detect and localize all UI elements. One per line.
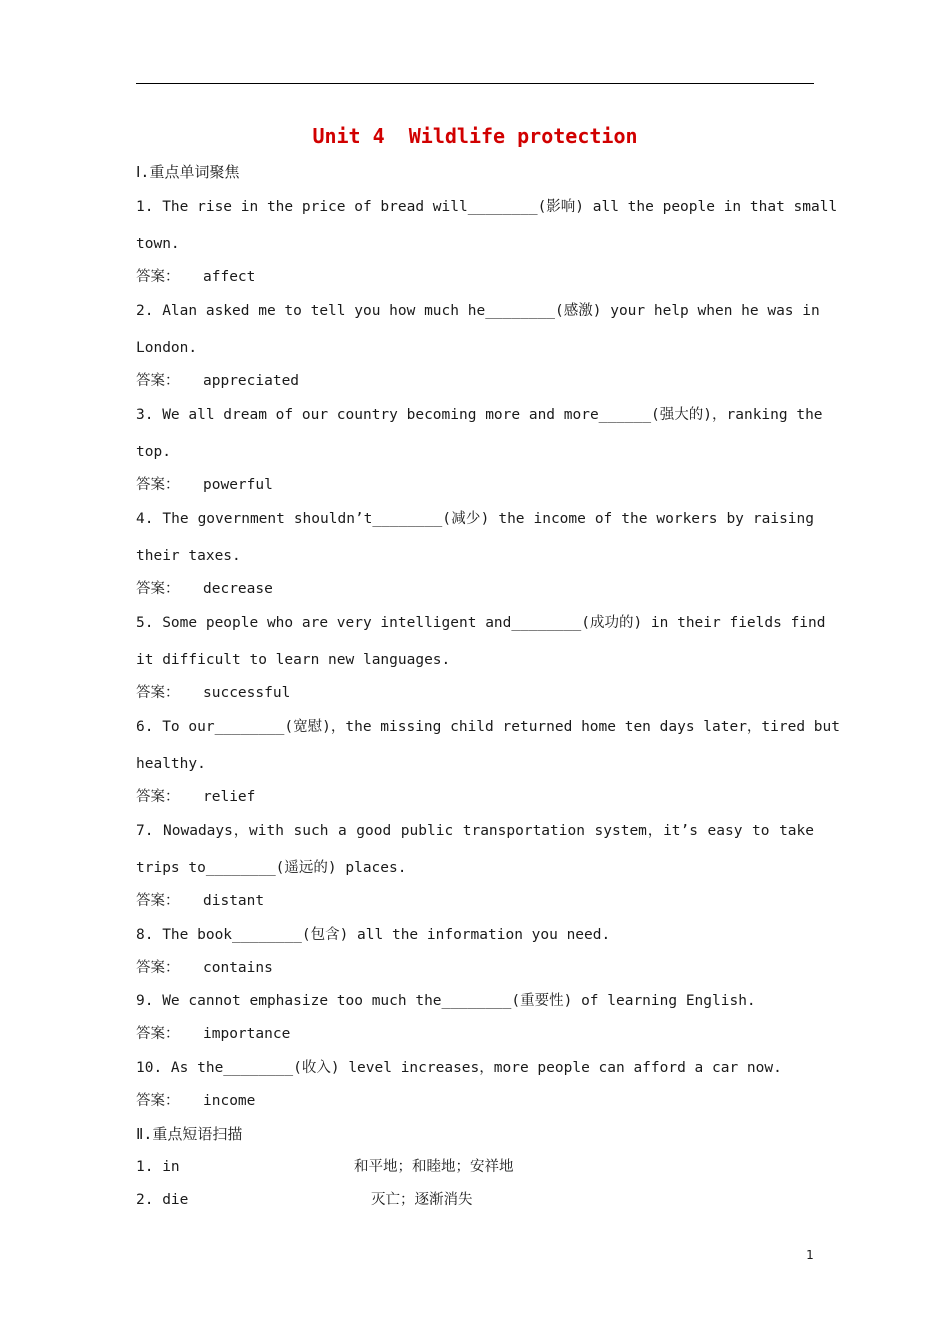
question-1-line-2: town. (136, 236, 180, 252)
question-5-line-1: 5. Some people who are very intelligent and________(成功的) in their fields find (136, 615, 826, 631)
answer-label: 答案： (136, 373, 180, 389)
answer-text: affect (203, 269, 256, 285)
page-number: 1 (806, 1248, 814, 1262)
answer-2 (136, 372, 814, 390)
answer-text: relief (203, 789, 256, 805)
question-7-line-1: 7. Nowadays，with such a good public transportation system，it’s easy to take (136, 823, 814, 839)
phrase-term: 2. die (136, 1192, 189, 1208)
answer-7 (136, 892, 814, 910)
answer-text: powerful (203, 477, 273, 493)
answer-1 (136, 268, 814, 286)
question-9-line-1: 9. We cannot emphasize too much the________(重要性) of learning English. (136, 993, 756, 1009)
answer-text: importance (203, 1026, 291, 1042)
question-8-line-1: 8. The book________(包含) all the information you need. (136, 927, 611, 943)
question-2-line-2: London. (136, 340, 198, 356)
answer-10 (136, 1092, 814, 1110)
question-6-line-2: healthy. (136, 756, 206, 772)
section-heading-phrases: Ⅱ.重点短语扫描 (136, 1125, 243, 1143)
section-heading-vocabulary: Ⅰ.重点单词聚焦 (136, 163, 240, 181)
answer-text: successful (203, 685, 291, 701)
answer-3 (136, 476, 814, 494)
answer-label: 答案： (136, 581, 180, 597)
question-1-line-1: 1. The rise in the price of bread will________(影响) all the people in that small (136, 199, 838, 215)
answer-label: 答案： (136, 1026, 180, 1042)
header-rule (136, 83, 814, 84)
answer-text: decrease (203, 581, 273, 597)
page-title: Unit 4 Wildlife protection (312, 124, 638, 148)
question-4-line-2: their taxes. (136, 548, 241, 564)
question-2-line-1: 2. Alan asked me to tell you how much he________(感激) your help when he was in (136, 303, 820, 319)
question-7-line-2: trips to________(遥远的) places. (136, 860, 407, 876)
question-6-line-1: 6. To our________(宽慰)，the missing child returned home ten days later，tired but (136, 719, 841, 735)
answer-text: distant (203, 893, 265, 909)
answer-label: 答案： (136, 1093, 180, 1109)
question-10-line-1: 10. As the________(收入) level increases，more people can afford a car now. (136, 1060, 782, 1076)
answer-9 (136, 1025, 814, 1043)
answer-4 (136, 580, 814, 598)
answer-6 (136, 788, 814, 806)
question-5-line-2: it difficult to learn new languages. (136, 652, 451, 668)
answer-label: 答案： (136, 477, 180, 493)
answer-text: appreciated (203, 373, 300, 389)
answer-label: 答案： (136, 789, 180, 805)
phrase-meaning: 和平地；和睦地；安祥地 (354, 1159, 514, 1175)
question-4-line-1: 4. The government shouldn’t________(减少) the income of the workers by raising (136, 511, 814, 527)
phrase-meaning: 灭亡；逐渐消失 (371, 1192, 473, 1208)
answer-8 (136, 959, 814, 977)
answer-5 (136, 684, 814, 702)
question-3-line-2: top. (136, 444, 171, 460)
phrase-term: 1. in (136, 1159, 180, 1175)
question-3-line-1: 3. We all dream of our country becoming more and more______(强大的)，ranking the (136, 407, 823, 423)
answer-label: 答案： (136, 960, 180, 976)
answer-text: contains (203, 960, 273, 976)
answer-text: income (203, 1093, 256, 1109)
answer-label: 答案： (136, 893, 180, 909)
answer-label: 答案： (136, 685, 180, 701)
answer-label: 答案： (136, 269, 180, 285)
